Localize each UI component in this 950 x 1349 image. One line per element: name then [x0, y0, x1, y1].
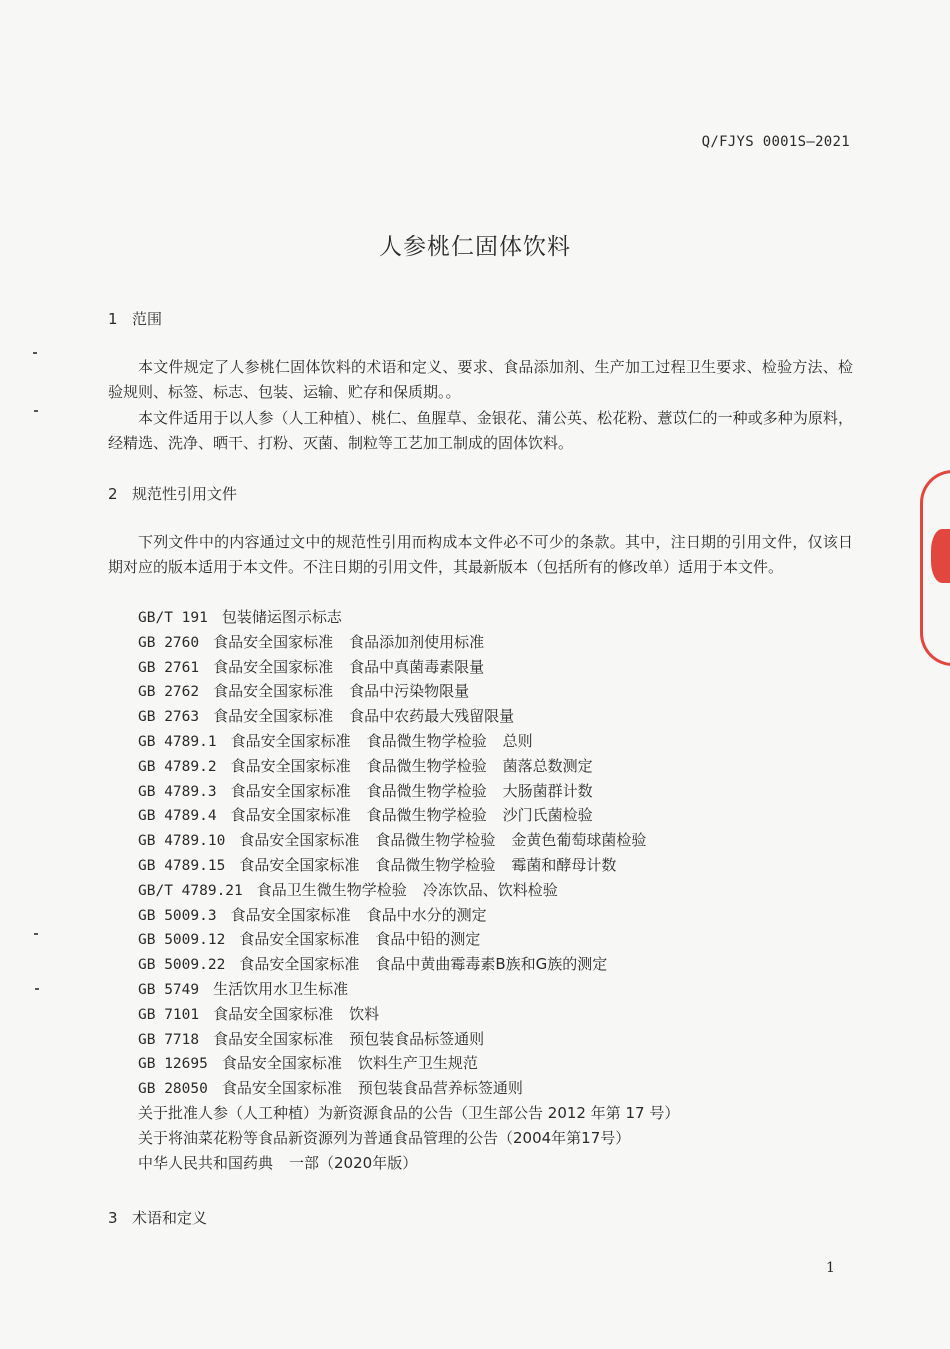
reference-item [138, 729, 858, 754]
section-heading-normative-references [108, 483, 237, 504]
reference-code: GB 5009.12 [138, 932, 226, 949]
reference-code: GB 7101 [138, 1006, 200, 1023]
reference-title-part: 关于批准人参（人工种植）为新资源食品的公告（卫生部公告 2012 年第 17 号） [138, 1103, 680, 1122]
reference-code: GB 2763 [138, 709, 200, 726]
reference-title-part: 食品中水分的测定 [366, 905, 487, 924]
reference-title-part: 食品安全国家标准 [213, 682, 334, 701]
reference-title-part: 饮料生产卫生规范 [357, 1054, 478, 1073]
reference-title-part: 食品安全国家标准 [230, 731, 351, 750]
reference-title-part: 食品安全国家标准 [239, 955, 360, 974]
reference-code: GB/T 191 [138, 610, 208, 626]
reference-code: GB 4789.4 [138, 808, 217, 825]
seal-ink-mark [931, 529, 950, 583]
reference-item [138, 952, 858, 977]
reference-title-part: 食品微生物学检验 [366, 781, 487, 800]
scan-mark [34, 410, 38, 412]
reference-list [138, 605, 858, 1175]
section-title: 规范性引用文件 [132, 485, 238, 503]
reference-title-part: 食品安全国家标准 [230, 756, 351, 775]
reference-title-part: 食品微生物学检验 [375, 831, 496, 850]
reference-item [138, 605, 858, 630]
reference-title-part: 中华人民共和国药典 [138, 1153, 274, 1172]
reference-title-part: 食品微生物学检验 [366, 756, 487, 775]
scan-mark [34, 933, 38, 935]
reference-title-part: 一部（2020年版） [289, 1153, 418, 1172]
page-number: 1 [826, 1260, 835, 1276]
reference-title-part: 食品安全国家标准 [221, 1054, 342, 1073]
reference-title-part: 食品安全国家标准 [230, 806, 351, 825]
reference-code: GB 4789.15 [138, 857, 226, 874]
section-title: 术语和定义 [132, 1209, 208, 1227]
reference-title-part: 食品添加剂使用标准 [349, 632, 485, 651]
reference-title-part: 沙门氏菌检验 [502, 806, 593, 825]
reference-item [138, 1027, 858, 1052]
reference-title-part: 食品安全国家标准 [230, 905, 351, 924]
reference-title-part: 食品安全国家标准 [213, 1004, 334, 1023]
reference-title-part: 食品中污染物限量 [349, 682, 470, 701]
reference-code: GB 2760 [138, 634, 200, 651]
scope-paragraph-1: 本文件规定了人参桃仁固体饮料的术语和定义、要求、食品添加剂、生产加工过程卫生要求、检验方法、检验规则、标签、标志、包装、运输、贮存和保质期。。 [108, 358, 853, 401]
reference-title-part: 生活饮用水卫生标准 [213, 979, 349, 998]
reference-title-part: 关于将油菜花粉等食品新资源列为普通食品管理的公告（2004年第17号） [138, 1128, 631, 1147]
reference-title-part: 食品中农药最大残留限量 [349, 707, 515, 726]
reference-title-part: 食品安全国家标准 [213, 1029, 334, 1048]
reference-item [138, 853, 858, 878]
reference-title-part: 预包装食品标签通则 [349, 1029, 485, 1048]
reference-item [138, 655, 858, 680]
reference-item [138, 754, 858, 779]
reference-code: GB 4789.2 [138, 758, 217, 775]
document-title: 人参桃仁固体饮料 [379, 234, 571, 260]
section-heading-terms [108, 1207, 207, 1228]
reference-title-part: 总则 [502, 731, 533, 750]
reference-title-part: 食品安全国家标准 [213, 632, 334, 651]
reference-item [138, 977, 858, 1002]
reference-code: GB 2762 [138, 684, 200, 701]
reference-title-part: 食品微生物学检验 [375, 855, 496, 874]
reference-title-part: 食品中铅的测定 [375, 930, 481, 949]
reference-item [138, 1002, 858, 1027]
reference-code: GB 5749 [138, 981, 200, 998]
reference-title-part: 食品安全国家标准 [221, 1079, 342, 1098]
reference-title-part: 食品微生物学检验 [366, 806, 487, 825]
reference-item [138, 828, 858, 853]
reference-title-part: 食品安全国家标准 [239, 930, 360, 949]
section-number: 3 [108, 1209, 118, 1227]
document-code: Q/FJYS 0001S—2021 [701, 134, 850, 150]
reference-item [138, 1051, 858, 1076]
reference-item [138, 779, 858, 804]
reference-item [138, 878, 858, 903]
reference-code: GB 4789.3 [138, 783, 217, 800]
reference-item [138, 704, 858, 729]
section-number: 2 [108, 485, 118, 503]
reference-code: GB 5009.22 [138, 957, 226, 974]
reference-item [138, 1151, 858, 1176]
reference-title-part: 饮料 [349, 1004, 380, 1023]
reference-item [138, 803, 858, 828]
reference-code: GB 4789.10 [138, 833, 226, 850]
reference-title-part: 菌落总数测定 [502, 756, 593, 775]
references-intro-paragraph: 下列文件中的内容通过文中的规范性引用而构成本文件必不可少的条款。其中，注日期的引用文件，仅该日期对应的版本适用于本文件。不注日期的引用文件，其最新版本（包括所有的修改单）适用于本文件。 [108, 533, 853, 576]
reference-item [138, 679, 858, 704]
reference-code: GB 7718 [138, 1031, 200, 1048]
reference-title-part: 食品中黄曲霉毒素B族和G族的测定 [375, 955, 608, 974]
reference-title-part: 食品安全国家标准 [230, 781, 351, 800]
reference-code: GB 28050 [138, 1081, 208, 1098]
reference-code: GB 4789.1 [138, 733, 217, 750]
reference-item [138, 903, 858, 928]
scope-paragraph-2: 本文件适用于以人参（人工种植）、桃仁、鱼腥草、金银花、蒲公英、松花粉、薏苡仁的一种或多种为原料，经精选、洗净、晒干、打粉、灭菌、制粒等工艺加工制成的固体饮料。 [108, 409, 853, 452]
reference-title-part: 食品安全国家标准 [239, 855, 360, 874]
reference-title-part: 包装储运图示标志 [221, 608, 342, 626]
reference-item [138, 1101, 858, 1126]
reference-title-part: 食品安全国家标准 [239, 831, 360, 850]
reference-title-part: 食品卫生微生物学检验 [256, 880, 407, 899]
reference-title-part: 霉菌和酵母计数 [511, 855, 617, 874]
reference-title-part: 预包装食品营养标签通则 [357, 1079, 523, 1098]
reference-code: GB 2761 [138, 659, 200, 676]
reference-title-part: 金黄色葡萄球菌检验 [511, 831, 647, 850]
red-seal-stamp [920, 470, 950, 666]
reference-code: GB/T 4789.21 [138, 882, 243, 899]
reference-code: GB 12695 [138, 1056, 208, 1073]
section-number: 1 [108, 310, 118, 328]
reference-title-part: 食品安全国家标准 [213, 707, 334, 726]
scan-mark [33, 352, 37, 354]
reference-code: GB 5009.3 [138, 907, 217, 924]
reference-title-part: 冷冻饮品、饮料检验 [422, 880, 558, 899]
reference-item [138, 1076, 858, 1101]
reference-title-part: 大肠菌群计数 [502, 781, 593, 800]
reference-title-part: 食品安全国家标准 [213, 657, 334, 676]
scan-mark [35, 988, 39, 990]
reference-item [138, 927, 858, 952]
reference-title-part: 食品中真菌毒素限量 [349, 657, 485, 676]
section-heading-scope [108, 308, 162, 329]
section-title: 范围 [132, 310, 163, 328]
reference-title-part: 食品微生物学检验 [366, 731, 487, 750]
reference-item [138, 1126, 858, 1151]
reference-item [138, 630, 858, 655]
